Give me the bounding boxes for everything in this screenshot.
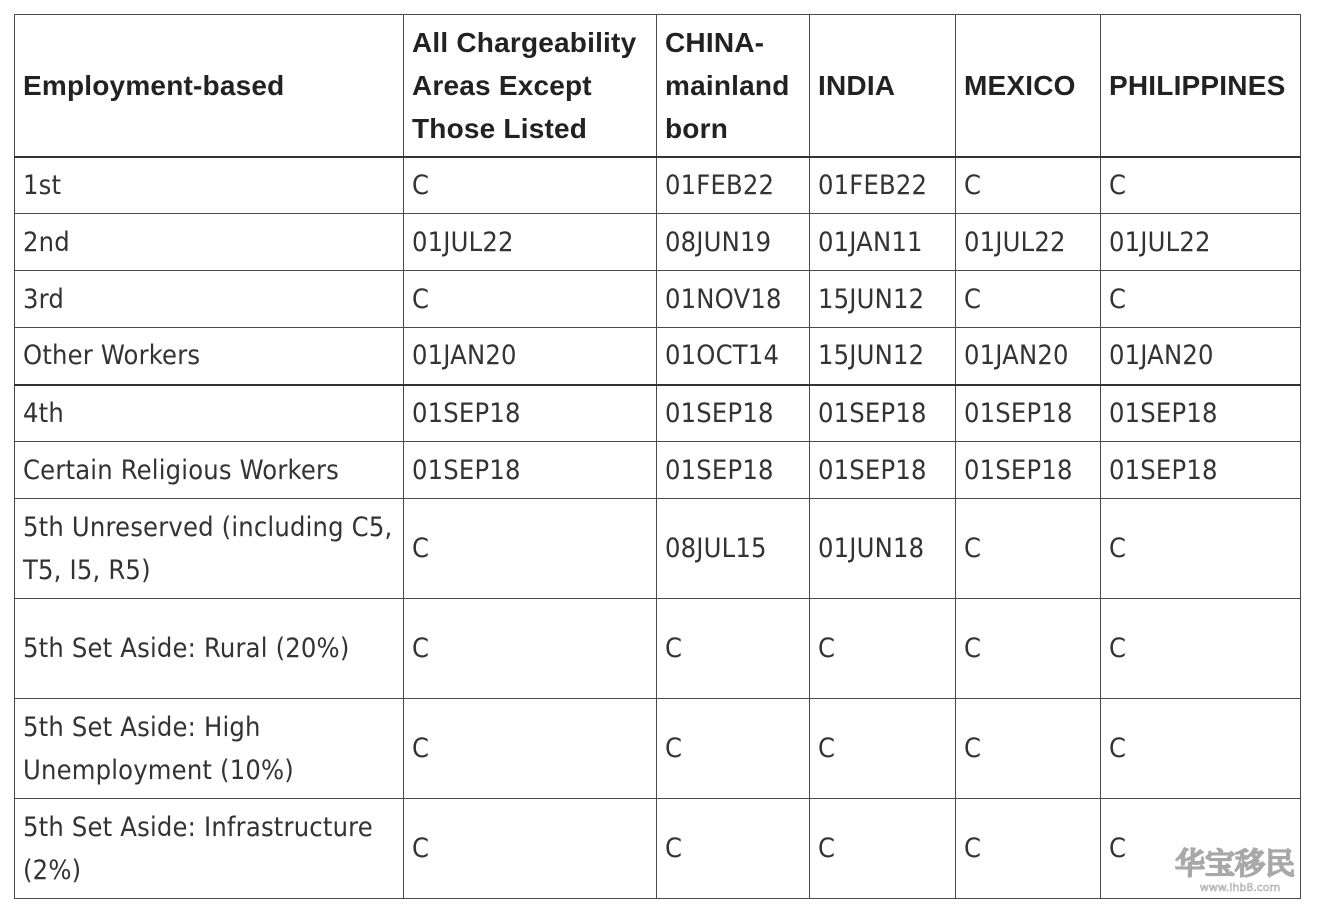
table-cell: C: [1101, 499, 1301, 599]
table-row: [15, 214, 1301, 271]
table-cell: 01JUL22: [404, 214, 657, 271]
table-cell: 01JUL22: [956, 214, 1101, 271]
watermark-text: 华宝移民: [1175, 847, 1295, 882]
table-cell: C: [956, 799, 1101, 899]
table-row: [15, 699, 1301, 799]
table-cell: 01JUN18: [810, 499, 956, 599]
row-category: 5th Set Aside: Infrastructure (2%): [15, 799, 404, 899]
table-cell: 01SEP18: [404, 442, 657, 499]
row-category: Other Workers: [15, 328, 404, 385]
table-cell: 01JAN20: [404, 328, 657, 385]
table-cell: 15JUN12: [810, 328, 956, 385]
table-cell: 01NOV18: [657, 271, 810, 328]
row-category: 3rd: [15, 271, 404, 328]
table-cell: C: [404, 699, 657, 799]
table-cell: 01SEP18: [810, 442, 956, 499]
row-category: 5th Set Aside: High Unemployment (10%): [15, 699, 404, 799]
table-cell: C: [956, 699, 1101, 799]
table-cell: C: [810, 699, 956, 799]
table-cell: 01SEP18: [657, 442, 810, 499]
table-cell: 01JUL22: [1101, 214, 1301, 271]
table-cell: 08JUN19: [657, 214, 810, 271]
table-cell: C: [404, 271, 657, 328]
visa-bulletin-table: [14, 14, 1301, 899]
table-row: [15, 157, 1301, 214]
table-cell: C: [1101, 699, 1301, 799]
table-cell: C: [657, 799, 810, 899]
table-cell: C: [1101, 799, 1301, 899]
header-india: INDIA: [810, 15, 956, 157]
table-cell: C: [956, 157, 1101, 214]
row-category: 5th Unreserved (including C5, T5, I5, R5): [15, 499, 404, 599]
table-cell: 01SEP18: [810, 385, 956, 442]
row-category: 5th Set Aside: Rural (20%): [15, 599, 404, 699]
table-row: [15, 799, 1301, 899]
header-all-chargeability: All Chargeability Areas Except Those Listed: [404, 15, 657, 157]
row-category: 1st: [15, 157, 404, 214]
table-cell: 01JAN11: [810, 214, 956, 271]
row-category: 4th: [15, 385, 404, 442]
header-mexico: MEXICO: [956, 15, 1101, 157]
table-header-row: [15, 15, 1301, 157]
table-cell: 01SEP18: [956, 385, 1101, 442]
table-cell: C: [1101, 599, 1301, 699]
table-cell: C: [404, 157, 657, 214]
table-cell: 08JUL15: [657, 499, 810, 599]
table-cell: C: [956, 599, 1101, 699]
table-cell: C: [1101, 271, 1301, 328]
watermark-url: www.ihb8.com: [1199, 881, 1281, 894]
table-cell: 01OCT14: [657, 328, 810, 385]
row-category: Certain Religious Workers: [15, 442, 404, 499]
table-row: [15, 499, 1301, 599]
table-cell: 01FEB22: [810, 157, 956, 214]
watermark-logo: [1170, 844, 1300, 894]
table-cell: C: [404, 599, 657, 699]
table-row: [15, 599, 1301, 699]
table-cell: C: [404, 799, 657, 899]
table-cell: 01SEP18: [657, 385, 810, 442]
table-cell: 01JAN20: [1101, 328, 1301, 385]
table-cell: C: [810, 599, 956, 699]
table-cell: 01SEP18: [956, 442, 1101, 499]
table-body: [15, 157, 1301, 899]
table-cell: 01FEB22: [657, 157, 810, 214]
table-cell: C: [657, 599, 810, 699]
header-china: CHINA-mainland born: [657, 15, 810, 157]
table-cell: 01SEP18: [404, 385, 657, 442]
header-philippines: PHILIPPINES: [1101, 15, 1301, 157]
table-row: [15, 271, 1301, 328]
table-cell: C: [657, 699, 810, 799]
table-row: [15, 328, 1301, 385]
table-cell: C: [810, 799, 956, 899]
table-cell: 15JUN12: [810, 271, 956, 328]
table-row: [15, 385, 1301, 442]
table-cell: 01SEP18: [1101, 385, 1301, 442]
table-cell: C: [956, 271, 1101, 328]
table-cell: 01SEP18: [1101, 442, 1301, 499]
table-cell: C: [1101, 157, 1301, 214]
table-cell: C: [956, 499, 1101, 599]
row-category: 2nd: [15, 214, 404, 271]
table-row: [15, 442, 1301, 499]
header-employment-based: Employment-based: [15, 15, 404, 157]
table-cell: 01JAN20: [956, 328, 1101, 385]
table-cell: C: [404, 499, 657, 599]
